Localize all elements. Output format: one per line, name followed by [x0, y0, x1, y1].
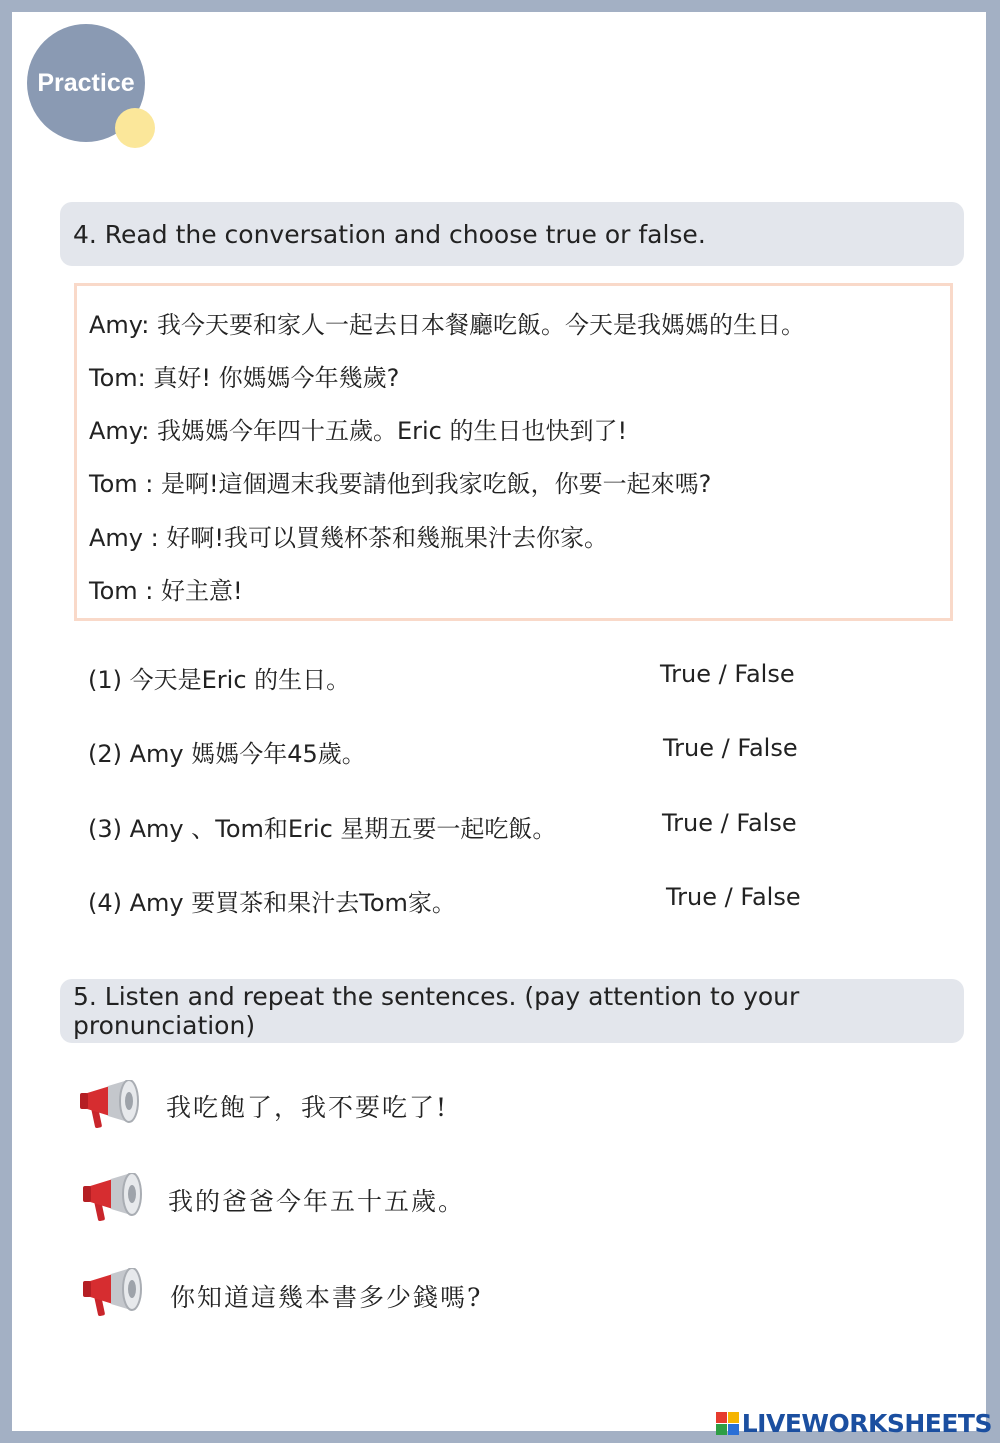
question-1-choices — [660, 660, 795, 688]
question-1-text: (1) 今天是Eric 的生日。 — [88, 666, 351, 694]
question-2-false-option[interactable]: False — [737, 734, 798, 762]
question-1-false-option[interactable]: False — [734, 660, 795, 688]
badge-accent-dot — [115, 108, 155, 148]
section-4-title: 4. Read the conversation and choose true or false. — [73, 219, 706, 249]
section-5-title: 5. Listen and repeat the sentences. (pay attention to your pronunciation) — [73, 982, 800, 1040]
logo-mark-icon — [716, 1412, 739, 1435]
question-3-false-option[interactable]: False — [736, 809, 797, 837]
choice-separator: / — [721, 734, 738, 762]
megaphone-icon[interactable] — [83, 1173, 145, 1229]
question-4-false-option[interactable]: False — [740, 883, 801, 911]
question-4-true-option[interactable]: True — [666, 883, 717, 911]
choice-separator: / — [724, 883, 741, 911]
conversation-line: Amy: 我媽媽今年四十五歲。Eric 的生日也快到了! — [89, 417, 628, 445]
question-3-true-option[interactable]: True — [662, 809, 713, 837]
repeat-sentence-1: 我吃飽了，我不要吃了! — [166, 1093, 449, 1122]
question-2-text: (2) Amy 媽媽今年45歲。 — [88, 740, 366, 768]
question-1-true-option[interactable]: True — [660, 660, 711, 688]
question-2-choices — [663, 734, 798, 762]
repeat-sentence-2: 我的爸爸今年五十五歲。 — [168, 1187, 466, 1216]
conversation-line: Amy: 我今天要和家人一起去日本餐廳吃飯。今天是我媽媽的生日。 — [89, 311, 805, 339]
megaphone-icon[interactable] — [80, 1080, 142, 1136]
conversation-line: Tom : 是啊!這個週末我要請他到我家吃飯，你要一起來嗎? — [89, 470, 712, 498]
liveworksheets-logo — [716, 1409, 992, 1437]
choice-separator: / — [718, 660, 735, 688]
question-4-text: (4) Amy 要買茶和果汁去Tom家。 — [88, 889, 456, 917]
question-2-true-option[interactable]: True — [663, 734, 714, 762]
repeat-sentence-3: 你知道這幾本書多少錢嗎? — [170, 1283, 483, 1312]
question-3-choices — [662, 809, 797, 837]
conversation-line: Amy : 好啊!我可以買幾杯茶和幾瓶果汁去你家。 — [89, 524, 608, 552]
question-3-text: (3) Amy 、Tom和Eric 星期五要一起吃飯。 — [88, 815, 557, 843]
question-4-choices — [666, 883, 801, 911]
conversation-line: Tom : 好主意! — [89, 577, 243, 605]
conversation-line: Tom: 真好! 你媽媽今年幾歲? — [89, 364, 400, 392]
megaphone-icon[interactable] — [83, 1268, 145, 1324]
logo-wordmark: LIVEWORKSHEETS — [741, 1408, 992, 1438]
section-5-header — [60, 979, 964, 1043]
section-4-header — [60, 202, 964, 266]
practice-badge-label: Practice — [37, 68, 135, 97]
choice-separator: / — [720, 809, 737, 837]
